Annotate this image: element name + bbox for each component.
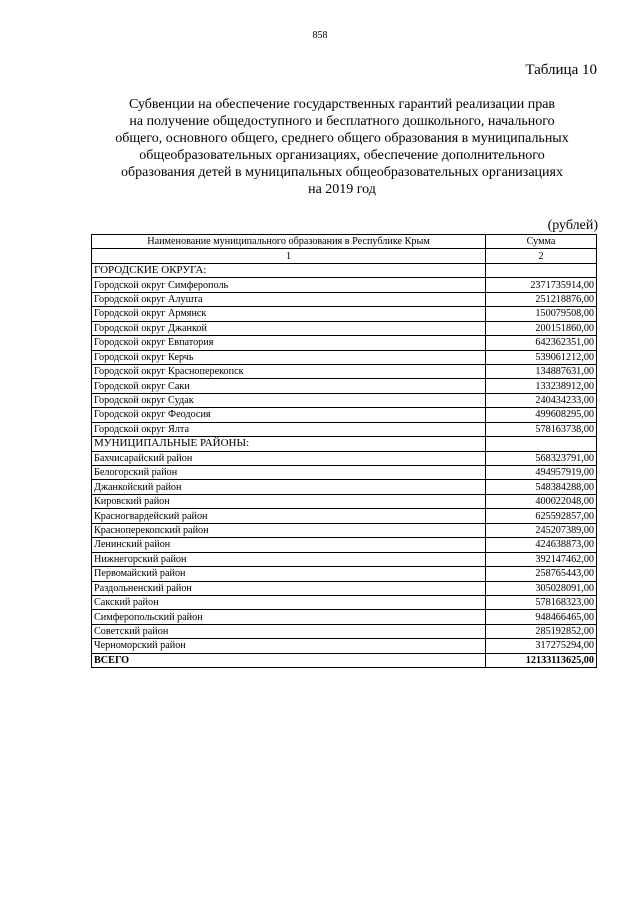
row-name-cell: Кировский район xyxy=(92,494,486,508)
row-name-cell: Городской округ Ялта xyxy=(92,422,486,436)
table-row xyxy=(92,278,597,292)
title-line: общеобразовательных организациях, обеспечение дополнительного xyxy=(139,148,545,163)
column-number-row xyxy=(92,249,597,263)
row-sum-cell: 625592857,00 xyxy=(486,509,597,523)
row-name-cell: Раздольненский район xyxy=(92,581,486,595)
row-sum-cell: 578163738,00 xyxy=(486,422,597,436)
row-name-cell: Нижнегорский район xyxy=(92,552,486,566)
table-row xyxy=(92,422,597,436)
row-name-cell: Черноморский район xyxy=(92,639,486,653)
column-number-name: 1 xyxy=(92,249,486,263)
row-name-cell: Городской округ Феодосия xyxy=(92,408,486,422)
column-number-sum: 2 xyxy=(486,249,597,263)
table-header-row xyxy=(92,235,597,249)
table-row xyxy=(92,321,597,335)
table-row xyxy=(92,336,597,350)
row-name-cell: Городской округ Керчь xyxy=(92,350,486,364)
row-sum-cell: 200151860,00 xyxy=(486,321,597,335)
row-sum-cell: 578168323,00 xyxy=(486,595,597,609)
title-line: на получение общедоступного и бесплатного дошкольного, начального xyxy=(129,114,555,129)
row-name-cell: Советский район xyxy=(92,624,486,638)
title-line: на 2019 год xyxy=(308,182,376,197)
section-row xyxy=(92,437,597,451)
table-label: Таблица 10 xyxy=(525,62,597,78)
row-name-cell: Красногвардейский район xyxy=(92,509,486,523)
row-name-cell: Первомайский район xyxy=(92,567,486,581)
row-sum-cell: 642362351,00 xyxy=(486,336,597,350)
row-sum-cell: 245207389,00 xyxy=(486,523,597,537)
table-row xyxy=(92,567,597,581)
table-row xyxy=(92,610,597,624)
row-name-cell: Городской округ Судак xyxy=(92,393,486,407)
table-row xyxy=(92,451,597,465)
row-sum-cell: 134887631,00 xyxy=(486,364,597,378)
table-row xyxy=(92,393,597,407)
title-line: общего, основного общего, среднего общего образования в муниципальных xyxy=(115,131,569,146)
row-sum-cell xyxy=(486,437,597,451)
row-name-cell: Городской округ Саки xyxy=(92,379,486,393)
row-sum-cell: 317275294,00 xyxy=(486,639,597,653)
row-name-cell: Городской округ Красноперекопск xyxy=(92,364,486,378)
row-name-cell: Белогорский район xyxy=(92,466,486,480)
row-name-cell: Бахчисарайский район xyxy=(92,451,486,465)
row-sum-cell: 499608295,00 xyxy=(486,408,597,422)
row-sum-cell: 258765443,00 xyxy=(486,567,597,581)
table-row xyxy=(92,523,597,537)
unit-label: (рублей) xyxy=(547,218,598,233)
row-sum-cell xyxy=(486,263,597,277)
document-title xyxy=(88,96,596,198)
section-row xyxy=(92,263,597,277)
row-sum-cell: 400022048,00 xyxy=(486,494,597,508)
table-row xyxy=(92,552,597,566)
table-row xyxy=(92,408,597,422)
row-sum-cell: 240434233,00 xyxy=(486,393,597,407)
table-row xyxy=(92,307,597,321)
row-sum-cell: 285192852,00 xyxy=(486,624,597,638)
row-sum-cell: 251218876,00 xyxy=(486,292,597,306)
table-row xyxy=(92,624,597,638)
row-sum-cell: 568323791,00 xyxy=(486,451,597,465)
row-sum-cell: 424638873,00 xyxy=(486,538,597,552)
row-name-cell: Городской округ Симферополь xyxy=(92,278,486,292)
row-name-cell: Городской округ Евпатория xyxy=(92,336,486,350)
page-number: 858 xyxy=(312,30,328,41)
row-sum-cell: 392147462,00 xyxy=(486,552,597,566)
row-name-cell: ГОРОДСКИЕ ОКРУГА: xyxy=(92,263,486,277)
row-sum-cell: 494957919,00 xyxy=(486,466,597,480)
table-row xyxy=(92,480,597,494)
row-name-cell: Городской округ Джанкой xyxy=(92,321,486,335)
total-sum-cell: 12133113625,00 xyxy=(486,653,597,667)
table-row xyxy=(92,509,597,523)
row-name-cell: Красноперекопский район xyxy=(92,523,486,537)
table-row xyxy=(92,538,597,552)
header-sum-cell: Сумма xyxy=(486,235,597,249)
table-row xyxy=(92,379,597,393)
title-line: Субвенции на обеспечение государственных гарантий реализации прав xyxy=(128,97,556,112)
row-name-cell: Ленинский район xyxy=(92,538,486,552)
row-sum-cell: 539061212,00 xyxy=(486,350,597,364)
row-name-cell: Сакский район xyxy=(92,595,486,609)
table-row xyxy=(92,466,597,480)
subventions-table xyxy=(91,234,597,668)
row-name-cell: Городской округ Армянск xyxy=(92,307,486,321)
row-name-cell: Симферопольский район xyxy=(92,610,486,624)
row-sum-cell: 2371735914,00 xyxy=(486,278,597,292)
row-name-cell: МУНИЦИПАЛЬНЫЕ РАЙОНЫ: xyxy=(92,437,486,451)
table-row xyxy=(92,581,597,595)
header-name-cell: Наименование муниципального образования в Республике Крым xyxy=(92,235,486,249)
row-name-cell: Джанкойский район xyxy=(92,480,486,494)
table-row xyxy=(92,364,597,378)
row-sum-cell: 548384288,00 xyxy=(486,480,597,494)
row-name-cell: Городской округ Алушта xyxy=(92,292,486,306)
row-sum-cell: 133238912,00 xyxy=(486,379,597,393)
table-row xyxy=(92,595,597,609)
total-label-cell: ВСЕГО xyxy=(92,653,486,667)
row-sum-cell: 305028091,00 xyxy=(486,581,597,595)
total-row xyxy=(92,653,597,667)
row-sum-cell: 150079508,00 xyxy=(486,307,597,321)
table-row xyxy=(92,292,597,306)
table-row xyxy=(92,350,597,364)
row-sum-cell: 948466465,00 xyxy=(486,610,597,624)
table-row xyxy=(92,639,597,653)
title-line: образования детей в муниципальных общеобразовательных организациях xyxy=(121,165,563,180)
table-row xyxy=(92,494,597,508)
